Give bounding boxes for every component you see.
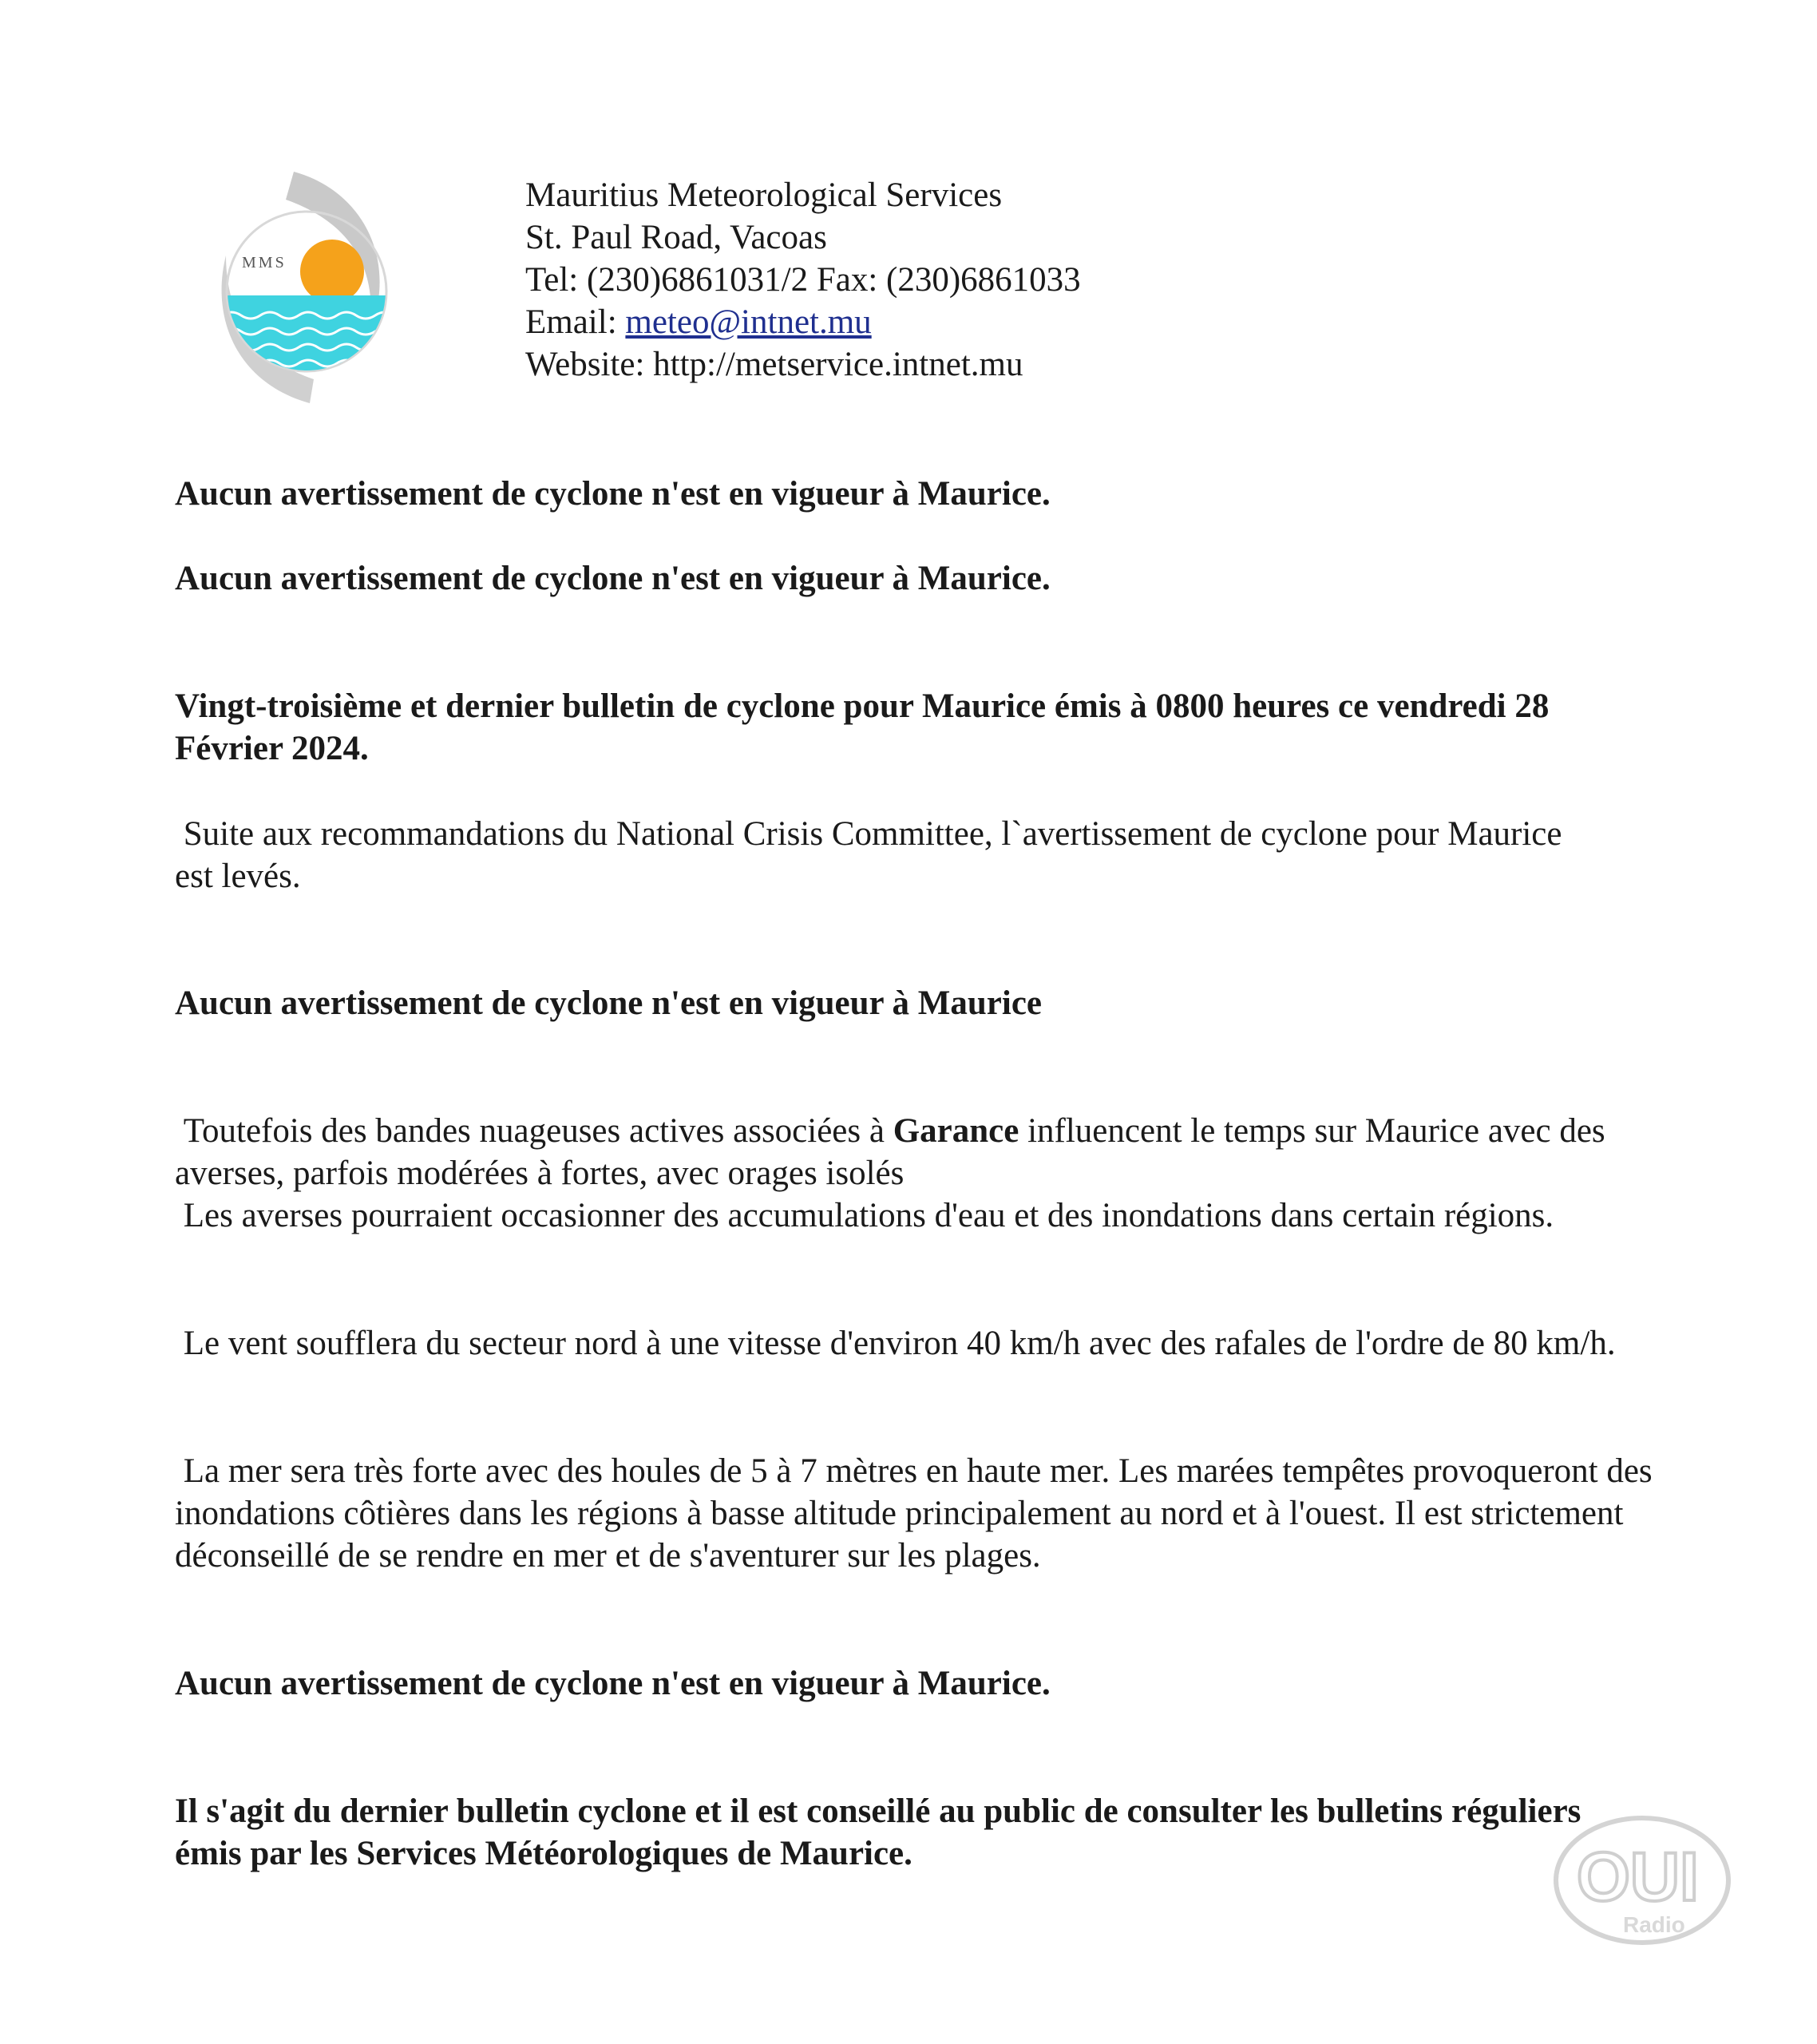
email-link[interactable]: meteo@intnet.mu [625, 303, 872, 341]
tel-fax: Tel: (230)6861031/2 Fax: (230)6861033 [525, 261, 1081, 299]
email-line [525, 301, 1081, 343]
logo-sun [300, 240, 364, 303]
weather-paragraph [175, 1110, 1660, 1194]
org-name: Mauritius Meteorological Services [525, 176, 1003, 214]
bulletin-title: Vingt-troisième et dernier bulletin de cyclone pour Maurice émis à 0800 heures ce vendredi 28 Février 2024. [175, 687, 1550, 767]
wind-paragraph: Le vent soufflera du secteur nord à une vitesse d'environ 40 km/h avec des rafales de l'ordre de 80 km/h. [175, 1325, 1616, 1362]
weather-rest: influencent le temps sur Maurice avec des averses, parfois modérées à fortes, avec orages isolés [175, 1112, 1614, 1192]
website: Website: http://metservice.intnet.mu [525, 346, 1023, 383]
notice-2: Aucun avertissement de cyclone n'est en vigueur à Maurice. [175, 560, 1051, 597]
final-note: Il s'agit du dernier bulletin cyclone et il est conseillé au public de consulter les bulletins réguliers émis par les Services Météorologiques de Maurice. [175, 1792, 1581, 1872]
watermark-subtext: Radio [1623, 1912, 1685, 1937]
mms-logo [214, 168, 399, 407]
showers-paragraph: Les averses pourraient occasionner des accumulations d'eau et des inondations dans certain régions. [175, 1197, 1554, 1234]
radio-watermark-logo [1553, 1812, 1736, 1948]
notice-4: Aucun avertissement de cyclone n'est en vigueur à Maurice. [175, 1665, 1051, 1702]
cyclone-name: Garance [893, 1112, 1019, 1150]
email-label: Email: [525, 303, 626, 341]
watermark-text: OUI [1577, 1839, 1699, 1915]
weather-intro: Toutefois des bandes nuageuses actives associées à [175, 1112, 893, 1150]
crisis-committee-paragraph: Suite aux recommandations du National Crisis Committee, l`avertissement de cyclone pour Maurice est levés. [175, 815, 1571, 895]
logo-text: MMS [242, 254, 287, 271]
notice-3: Aucun avertissement de cyclone n'est en vigueur à Maurice [175, 984, 1043, 1022]
notice-1: Aucun avertissement de cyclone n'est en vigueur à Maurice. [175, 475, 1051, 513]
contact-block [525, 174, 1081, 386]
address: St. Paul Road, Vacoas [525, 219, 827, 256]
sea-paragraph: La mer sera très forte avec des houles de 5 à 7 mètres en haute mer. Les marées tempêtes provoqueront des inondations côtières dans les régions à basse altitude principalement au nord et à l'ouest. Il est strictement déconseillé de se rendre en mer et de s'aventurer sur les plages. [175, 1452, 1661, 1575]
